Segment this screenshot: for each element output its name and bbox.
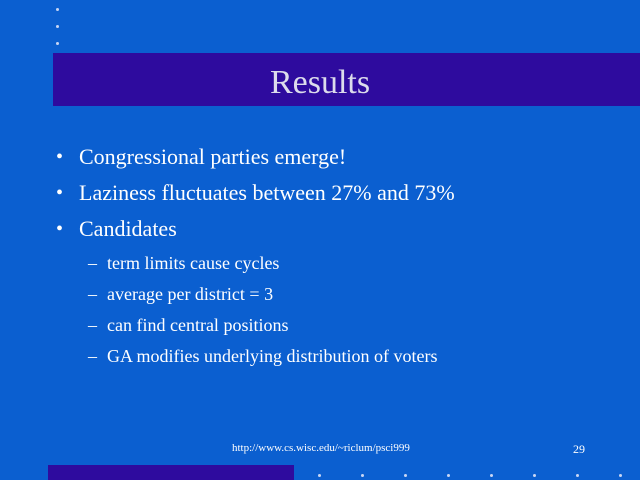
sub-bullet-marker: – [88,346,97,366]
sub-bullet-item [88,252,608,283]
sub-bullet-marker: – [88,315,97,335]
sub-bullet-item [88,314,608,345]
decorative-dots-bottom [318,474,628,478]
bullet-marker: • [56,146,64,168]
sub-bullet-item [88,345,608,376]
dot [404,474,407,477]
bullet-item [56,216,626,252]
bullet-text: Candidates [79,216,177,241]
dot [56,42,59,45]
bullet-marker: • [56,218,64,240]
slide-title: Results [269,64,371,101]
bullet-list [56,144,626,252]
dot [576,474,579,477]
sub-bullet-item [88,283,608,314]
dot [490,474,493,477]
bullet-marker: • [56,182,64,204]
dot [533,474,536,477]
bullet-text: Congressional parties emerge! [79,144,347,169]
dot [619,474,622,477]
dot [56,25,59,28]
sub-bullet-marker: – [88,284,97,304]
bullet-text: Laziness fluctuates between 27% and 73% [79,180,455,205]
dot [447,474,450,477]
dot [361,474,364,477]
sub-bullet-marker: – [88,253,97,273]
page-number: 29 [573,442,585,456]
title-bar [53,53,640,106]
decorative-dots-top [56,8,62,59]
bullet-item [56,180,626,216]
dot [318,474,321,477]
footer-url: http://www.cs.wisc.edu/~riclum/psci999 [232,442,410,454]
sub-bullet-list [88,252,608,376]
bottom-accent-bar [48,465,294,480]
sub-bullet-text: average per district = 3 [107,284,274,304]
sub-bullet-text: can find central positions [107,315,289,335]
sub-bullet-text: term limits cause cycles [107,253,280,273]
bullet-item [56,144,626,180]
sub-bullet-text: GA modifies underlying distribution of voters [107,346,438,366]
dot [56,8,59,11]
